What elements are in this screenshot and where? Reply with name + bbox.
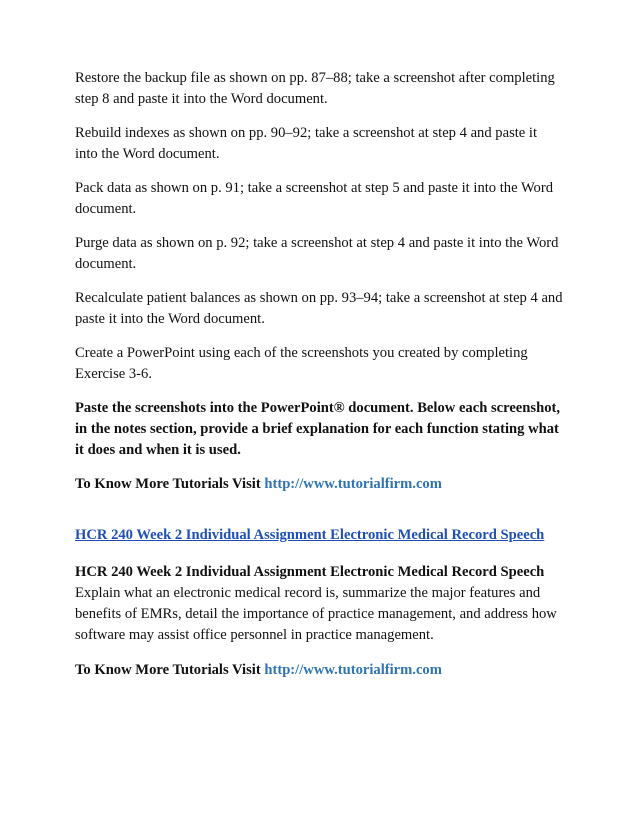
tutorial-link-1[interactable]: http://www.tutorialfirm.com — [264, 476, 442, 492]
document-page — [75, 68, 575, 681]
tutorial-line-1 — [75, 474, 575, 495]
paragraph-recalculate-balances: Recalculate patient balances as shown on pp. 93–94; take a screenshot at step 4 and paste it into the Word document. — [75, 290, 563, 327]
paragraph-pack-data: Pack data as shown on p. 91; take a screenshot at step 5 and paste it into the Word document. — [75, 180, 554, 217]
tutorial-line-2 — [75, 660, 575, 681]
paragraph-restore-backup: Restore the backup file as shown on pp. 87–88; take a screenshot after completing step 8 and paste it into the Word document. — [75, 70, 555, 107]
assignment-heading-link-line — [75, 525, 575, 546]
paragraph-rebuild-indexes: Rebuild indexes as shown on pp. 90–92; take a screenshot at step 4 and paste it into the Word document. — [75, 125, 538, 162]
paragraph-purge-data: Purge data as shown on p. 92; take a screenshot at step 4 and paste it into the Word document. — [75, 235, 559, 272]
assignment-title: HCR 240 Week 2 Individual Assignment Electronic Medical Record Speech — [75, 564, 545, 580]
assignment-body: Explain what an electronic medical record is, summarize the major features and benefits of EMRs, detail the importance of practice management, and address how software may assist office personnel in practice management. — [75, 585, 557, 643]
paragraph-create-powerpoint: Create a PowerPoint using each of the screenshots you created by completing Exercise 3-6. — [75, 345, 528, 382]
tutorial-link-2[interactable]: http://www.tutorialfirm.com — [264, 662, 442, 678]
assignment-heading-link[interactable]: HCR 240 Week 2 Individual Assignment Electronic Medical Record Speech — [75, 527, 545, 543]
paragraph-paste-instructions: Paste the screenshots into the PowerPoint® document. Below each screenshot, in the notes section, provide a brief explanation for each function stating what it does and when it is used. — [75, 400, 560, 458]
tutorial-prefix-2: To Know More Tutorials Visit — [75, 662, 265, 678]
tutorial-prefix-1: To Know More Tutorials Visit — [75, 476, 265, 492]
